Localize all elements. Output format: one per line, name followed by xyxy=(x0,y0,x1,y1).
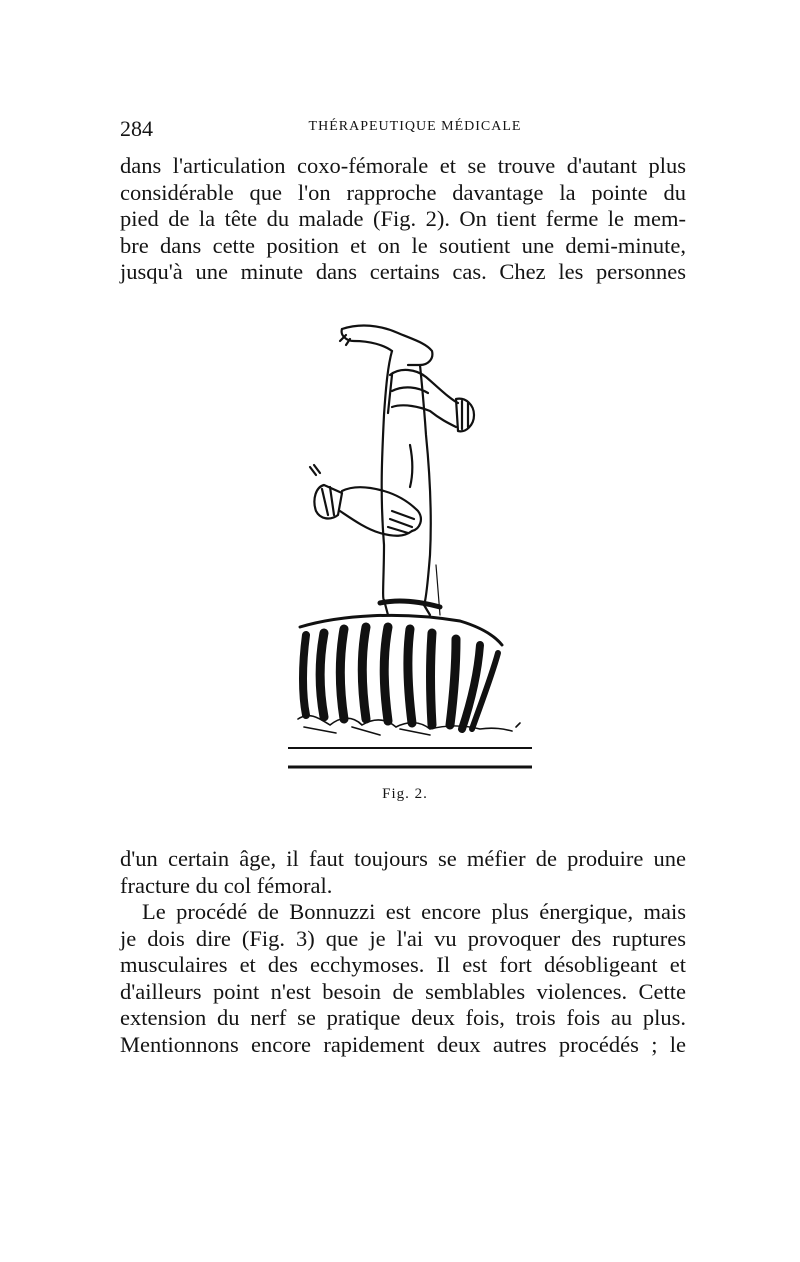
text-line: jusqu'à une minute dans certains cas. Chez les personnes xyxy=(120,259,686,284)
figure-illustration xyxy=(280,315,540,780)
text-line: considérable que l'on rapproche davantage la pointe du xyxy=(120,179,686,205)
paragraph-top xyxy=(120,153,686,286)
text-line: extension du nerf se pratique deux fois, trois fois au plus. xyxy=(120,1005,686,1030)
text-line: pied de la tête du malade (Fig. 2). On tient ferme le mem- xyxy=(120,206,686,231)
text-line: bre dans cette position et on le soutient une demi-minute, xyxy=(120,232,686,258)
text-line: Mentionnons encore rapidement deux autres procédés ; le xyxy=(120,1031,686,1057)
text-line: dans l'articulation coxo-fémorale et se trouve d'autant plus xyxy=(120,153,686,178)
text-line: je dois dire (Fig. 3) que je l'ai vu provoquer des ruptures xyxy=(120,925,686,951)
paragraph-bottom xyxy=(120,846,686,1058)
text-line: fracture du col fémoral. xyxy=(120,872,333,898)
text-line: d'ailleurs point n'est besoin de semblables violences. Cette xyxy=(120,978,686,1004)
page-number: 284 xyxy=(120,116,153,141)
text-line: Le procédé de Bonnuzzi est encore plus énergique, mais xyxy=(142,899,686,924)
figure-caption: Fig. 2. xyxy=(382,786,428,802)
running-head: THÉRAPEUTIQUE MÉDICALE xyxy=(308,119,522,134)
leg-stretch-illustration xyxy=(280,315,540,780)
text-line: musculaires et des ecchymoses. Il est fort désobligeant et xyxy=(120,952,686,977)
text-line: d'un certain âge, il faut toujours se méfier de produire une xyxy=(120,846,686,871)
